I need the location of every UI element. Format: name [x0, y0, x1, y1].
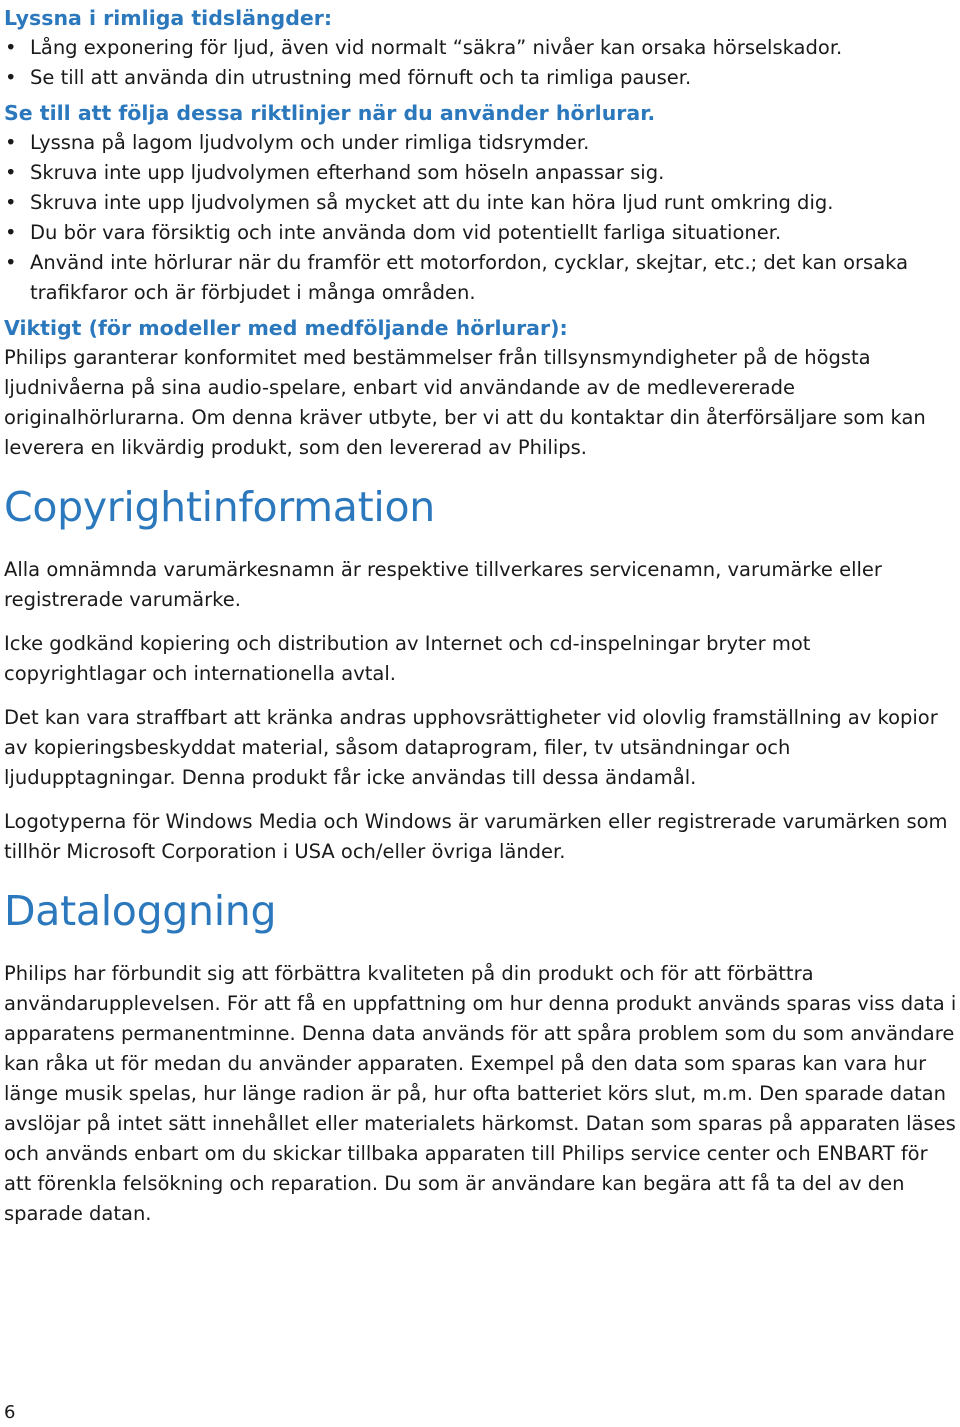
guidelines-section: [4, 99, 958, 308]
copyright-paragraph: Icke godkänd kopiering och distribution av Internet och cd-inspelningar bryter mot copyrightlagar och internationella avtal.: [4, 632, 811, 685]
document-page: [4, 4, 958, 1229]
copyright-heading: Copyrightinformation: [4, 483, 435, 531]
list-item: • Skruva inte upp ljudvolymen efterhand som höseln anpassar sig.: [4, 158, 958, 188]
bullet-icon: •: [5, 66, 17, 89]
listening-section: [4, 4, 958, 93]
list-item: • Du bör vara försiktig och inte använda dom vid potentiellt farliga situationer.: [4, 218, 958, 248]
important-title: Viktigt (för modeller med medföljande hörlurar):: [4, 316, 568, 340]
list-item: • Lyssna på lagom ljudvolym och under rimliga tidsrymder.: [4, 128, 958, 158]
bullet-icon: •: [5, 131, 17, 154]
list-item: • Lång exponering för ljud, även vid normalt “säkra” nivåer kan orsaka hörselskador.: [4, 33, 958, 63]
datalogging-section: [4, 959, 958, 1229]
bullet-icon: •: [5, 191, 17, 214]
datalogging-text: Philips har förbundit sig att förbättra kvaliteten på din produkt och för att förbättra användarupplevelsen. För att få en uppfattning om hur denna produkt används sparas viss data i apparatens permanentminne. Denna data används för att spåra problem som du som användare kan råka ut för medan du använder apparaten. Exempel på den data som sparas kan vara hur länge musik spelas, hur länge radion är på, hur ofta batteriet körs slut, m.m. Den sparade datan avslöjar på intet sätt innehållet eller materialets härkomst. Datan som sparas på apparaten läses och används enbart om du skickar tillbaka apparaten till Philips service center och ENBART för att förenkla felsökning och reparation. Du som är användare kan begära att få ta del av den sparade datan.: [4, 962, 957, 1225]
guidelines-title: Se till att följa dessa riktlinjer när du använder hörlurar.: [4, 101, 656, 125]
copyright-section: [4, 555, 958, 867]
important-section: [4, 314, 958, 463]
copyright-paragraph: Alla omnämnda varumärkesnamn är respektive tillverkares servicenamn, varumärke eller registrerade varumärke.: [4, 558, 882, 611]
copyright-paragraph: Det kan vara straffbart att kränka andras upphovsrättigheter vid olovlig framställning av kopior av kopieringsbeskyddat material, såsom dataprogram, filer, tv utsändningar och ljudupptagningar. Denna produkt får icke användas till dessa ändamål.: [4, 706, 938, 789]
guidelines-list: [4, 128, 958, 308]
list-item: • Använd inte hörlurar när du framför ett motorfordon, cycklar, skejtar, etc.; det kan orsaka trafikfaror och är förbjudet i många områden.: [4, 248, 958, 308]
page-number: 6: [4, 1402, 16, 1423]
datalogging-heading: Dataloggning: [4, 887, 277, 935]
bullet-icon: •: [5, 221, 17, 244]
copyright-paragraph: Logotyperna för Windows Media och Windows är varumärken eller registrerade varumärken som tillhör Microsoft Corporation i USA och/eller övriga länder.: [4, 810, 948, 863]
listening-title: Lyssna i rimliga tidslängder:: [4, 6, 333, 30]
listening-list: [4, 33, 958, 93]
list-item: • Se till att använda din utrustning med förnuft och ta rimliga pauser.: [4, 63, 958, 93]
bullet-icon: •: [5, 161, 17, 184]
list-item: • Skruva inte upp ljudvolymen så mycket att du inte kan höra ljud runt omkring dig.: [4, 188, 958, 218]
important-text: Philips garanterar konformitet med bestämmelser från tillsynsmyndigheter på de högsta ljudnivåerna på sina audio-spelare, enbart vid användande av de medlevererade originalhörlurarna. Om denna kräver utbyte, ber vi att du kontaktar din återförsäljare som kan leverera en likvärdig produkt, som den levererad av Philips.: [4, 346, 926, 459]
bullet-icon: •: [5, 36, 17, 59]
bullet-icon: •: [5, 251, 17, 274]
